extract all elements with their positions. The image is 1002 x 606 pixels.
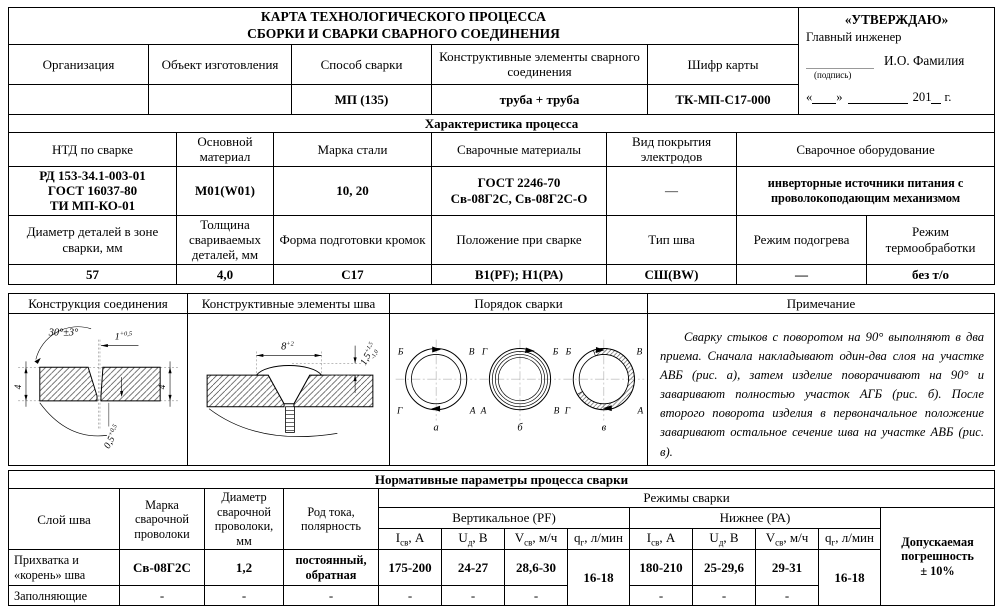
- approve-block: [799, 8, 995, 115]
- value-joint-elements: труба + труба: [432, 84, 648, 114]
- header-table: [8, 7, 995, 115]
- dim-root-face: $0,5^{+0,5}$: [101, 422, 119, 451]
- tolerance-line: Допускаемая: [901, 534, 974, 549]
- date-year-blank: [931, 90, 941, 104]
- header-welding-method: Способ сварки: [292, 44, 432, 84]
- order-circle-b: [479, 339, 560, 433]
- parameters-section-title: Нормативные параметры процесса сварки: [9, 471, 995, 489]
- header-seam-type: Тип шва: [607, 215, 737, 264]
- circle-c-letter-bl: Г: [564, 406, 570, 417]
- header-object: Объект изготовления: [149, 44, 292, 84]
- header-group-lower-pa: Нижнее (РА): [630, 507, 881, 528]
- circle-b-letter-br: В: [553, 406, 559, 417]
- approve-stamp: «УТВЕРЖДАЮ»: [844, 12, 949, 27]
- order-circle-c: [563, 339, 644, 433]
- row-root-wire: Св-08Г2С: [120, 550, 205, 586]
- row-root-pf-gas: 16-18: [568, 550, 630, 606]
- date-day-blank: [812, 90, 836, 104]
- row-root-current: постоянный, обратная: [284, 550, 379, 586]
- row-fill-pf-current: -: [379, 586, 442, 606]
- row-root-layer-label: Прихватка и «корень» шва: [9, 550, 120, 586]
- document-title-line1: КАРТА ТЕХНОЛОГИЧЕСКОГО ПРОЦЕССА: [260, 9, 547, 24]
- header-pf-current: $I_{св}$, А: [379, 529, 442, 550]
- row-fill-pf-speed: -: [505, 586, 568, 606]
- value-electrode-coating: —: [607, 166, 737, 215]
- joint-design-svg: [10, 314, 187, 462]
- date-close-quote: »: [836, 89, 843, 104]
- value-steel-grade: 10, 20: [274, 166, 432, 215]
- header-organization: Организация: [9, 44, 149, 84]
- row-fill-pf-voltage: -: [442, 586, 505, 606]
- header-note: Примечание: [648, 293, 995, 313]
- ntd-line: ГОСТ 16037-80: [47, 183, 138, 199]
- row-fill-wire: -: [120, 586, 205, 606]
- value-seam-type: СШ(BW): [607, 264, 737, 284]
- header-edge-preparation: Форма подготовки кромок: [274, 215, 432, 264]
- signature-hint: (подпись): [814, 70, 852, 81]
- row-fill-pa-voltage: -: [693, 586, 756, 606]
- value-welding-position: В1(PF); Н1(РА): [432, 264, 607, 284]
- circle-b-letter-tr: Б: [552, 347, 558, 358]
- circle-c-letter-tr: В: [636, 347, 642, 358]
- table-row: [9, 550, 995, 586]
- note-cell: [648, 313, 995, 465]
- value-thickness: 4,0: [177, 264, 274, 284]
- dim-thickness-right: 4: [157, 384, 168, 390]
- dim-bevel-angle: 30°±3°: [48, 327, 78, 339]
- header-electrode-coating: Вид покрытия электродов: [607, 133, 737, 167]
- dim-root-gap: $1^{+0,5}$: [114, 330, 132, 343]
- approver-name: И.О. Фамилия: [884, 53, 965, 69]
- header-welding-materials: Сварочные материалы: [432, 133, 607, 167]
- header-pa-gas-flow: $q_г$, л/мин: [819, 529, 881, 550]
- dim-cap-width: $8^{+2}$: [280, 340, 294, 353]
- circle-a-caption: а: [433, 422, 439, 434]
- header-joint-design: Конструкция соединения: [9, 293, 188, 313]
- date-suffix: г.: [944, 89, 952, 104]
- header-diameter: Диаметр деталей в зоне сварки, мм: [9, 215, 177, 264]
- circle-c-letter-tl: Б: [565, 347, 571, 358]
- ntd-line: РД 153-34.1-003-01: [39, 167, 146, 183]
- weld-elements-svg: [189, 314, 389, 462]
- circle-a-letter-bl: Г: [396, 406, 402, 417]
- header-preheat-mode: Режим подогрева: [737, 215, 867, 264]
- header-group-vertical-pf: Вертикальное (PF): [379, 507, 630, 528]
- header-base-material: Основной материал: [177, 133, 274, 167]
- document-title: [9, 8, 799, 45]
- drawings-table: [8, 293, 995, 466]
- welding-order-svg: [391, 314, 647, 462]
- welding-order-drawing: [390, 313, 648, 465]
- value-welding-materials: [432, 166, 607, 215]
- circle-b-letter-tl: Г: [481, 347, 487, 358]
- date-open-quote: «: [806, 89, 813, 104]
- value-card-code: ТК-МП-С17-000: [648, 84, 799, 114]
- header-pa-speed: $V_{св}$, м/ч: [756, 529, 819, 550]
- row-fill-pa-speed: -: [756, 586, 819, 606]
- tolerance-line: ± 10%: [920, 563, 955, 578]
- signature-line: [806, 55, 874, 69]
- dim-thickness-left: 4: [13, 384, 24, 390]
- row-root-pf-current: 175-200: [379, 550, 442, 586]
- header-card-code: Шифр карты: [648, 44, 799, 84]
- header-welding-regimes: Режимы сварки: [379, 489, 995, 507]
- circle-c-letter-br: А: [637, 406, 643, 417]
- header-thickness: Толщина свариваемых деталей, мм: [177, 215, 274, 264]
- row-fill-diameter: -: [205, 586, 284, 606]
- row-root-pa-speed: 29-31: [756, 550, 819, 586]
- header-welding-equipment: Сварочное оборудование: [737, 133, 995, 167]
- header-pa-current: $I_{св}$, А: [630, 529, 693, 550]
- date-month-blank: [848, 90, 908, 104]
- materials-line: Св-08Г2С, Св-08Г2С-О: [450, 190, 588, 206]
- row-root-pa-current: 180-210: [630, 550, 693, 586]
- row-root-pf-voltage: 24-27: [442, 550, 505, 586]
- circle-c-caption: в: [601, 422, 606, 434]
- header-wire-grade: Марка сварочной проволоки: [120, 489, 205, 550]
- signature-row: [806, 53, 987, 69]
- value-heat-treatment: без т/о: [867, 264, 995, 284]
- value-preheat-mode: —: [737, 264, 867, 284]
- materials-line: ГОСТ 2246-70: [477, 175, 561, 191]
- header-joint-elements: Конструктивные элементы сварного соединения: [432, 44, 648, 84]
- approve-role: Главный инженер: [806, 29, 902, 44]
- header-pf-speed: $V_{св}$, м/ч: [505, 529, 568, 550]
- circle-a-letter-br: А: [469, 406, 475, 417]
- process-section-title: Характеристика процесса: [9, 114, 995, 132]
- header-welding-position: Положение при сварке: [432, 215, 607, 264]
- value-organization: [9, 84, 149, 114]
- header-ntd: НТД по сварке: [9, 133, 177, 167]
- header-current-polarity: Род тока, полярность: [284, 489, 379, 550]
- circle-b-letter-bl: А: [480, 406, 486, 417]
- tolerance-line: погрешность: [901, 549, 974, 564]
- order-circle-a: [395, 339, 476, 433]
- value-base-material: М01(W01): [177, 166, 274, 215]
- row-fill-layer-label: Заполняющие: [9, 586, 120, 606]
- header-pf-voltage: $U_д$, В: [442, 529, 505, 550]
- header-welding-order: Порядок сварки: [390, 293, 648, 313]
- header-pa-voltage: $U_д$, В: [693, 529, 756, 550]
- header-weld-elements: Конструктивные элементы шва: [188, 293, 390, 313]
- header-seam-layer: Слой шва: [9, 489, 120, 550]
- value-object: [149, 84, 292, 114]
- date-year: 201: [912, 89, 932, 104]
- value-welding-equipment: инверторные источники питания с проволокоподающим механизмом: [737, 166, 995, 215]
- row-fill-current: -: [284, 586, 379, 606]
- circle-b-caption: б: [516, 422, 523, 434]
- value-edge-preparation: С17: [274, 264, 432, 284]
- header-steel-grade: Марка стали: [274, 133, 432, 167]
- value-ntd: [9, 166, 177, 215]
- parameters-table: [8, 470, 995, 606]
- tolerance-cell: [881, 507, 995, 606]
- row-fill-pa-current: -: [630, 586, 693, 606]
- approve-date-row: [806, 90, 987, 105]
- process-characteristics-table: [8, 114, 995, 285]
- row-root-pa-gas: 16-18: [819, 550, 881, 606]
- document-title-line2: СБОРКИ И СВАРКИ СВАРНОГО СОЕДИНЕНИЯ: [247, 25, 560, 41]
- circle-a-letter-tr: В: [468, 347, 474, 358]
- header-heat-treatment: Режим термообработки: [867, 215, 995, 264]
- header-pf-gas-flow: $q_г$, л/мин: [568, 529, 630, 550]
- circle-a-letter-tl: Б: [397, 347, 403, 358]
- value-welding-method: МП (135): [292, 84, 432, 114]
- joint-design-drawing: [9, 313, 188, 465]
- row-root-pf-speed: 28,6-30: [505, 550, 568, 586]
- dim-cap-height: $1,5^{+1,5}-1,0$: [357, 340, 380, 368]
- row-root-pa-voltage: 25-29,6: [693, 550, 756, 586]
- ntd-line: ТИ МП-КО-01: [49, 198, 136, 214]
- header-wire-diameter: Диаметр сварочной проволоки, мм: [205, 489, 284, 550]
- weld-elements-drawing: [188, 313, 390, 465]
- row-root-diameter: 1,2: [205, 550, 284, 586]
- value-diameter: 57: [9, 264, 177, 284]
- note-text: Сварку стыков с поворотом на 90° выполняют в два приема. Сначала накладывают один-два слоя на участке АВБ (рис. а), затем изделие поворачивают на 90° и заваривают полностью участок АГБ (рис. б). После второго поворота изделия в первоначальное положение заваривают остальное сечение шва на участке АВБ (рис. в).: [660, 329, 984, 459]
